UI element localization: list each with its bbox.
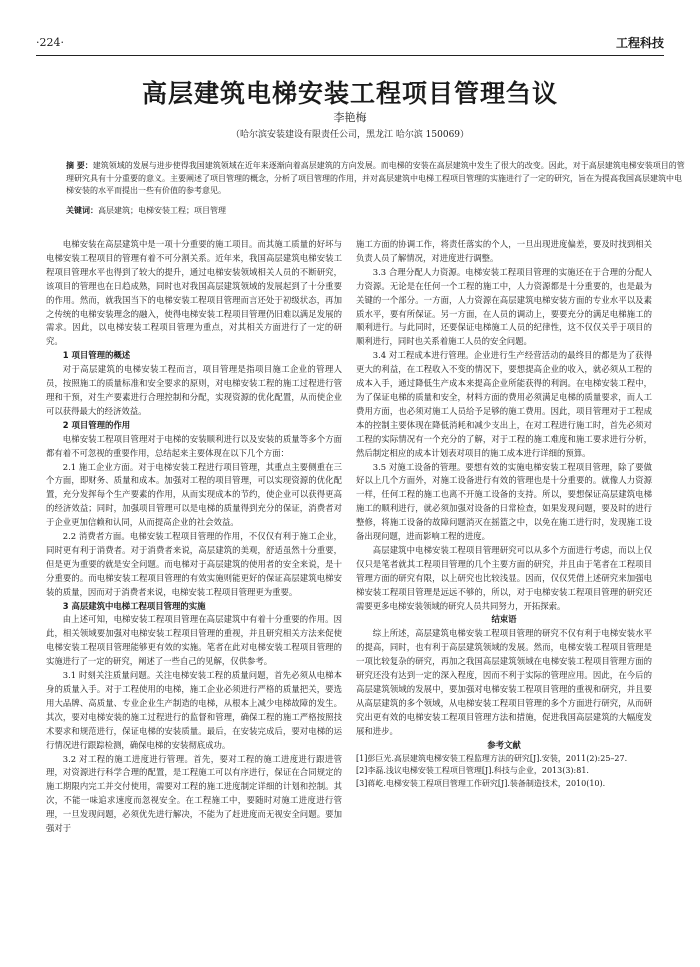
paragraph: 3.2 对工程的施工进度进行管理。首先，要对工程的施工进度进行跟进管理，对资源进行科学合理的配置，是工程施工可以有序进行，保证在合同规定的施工期限内完工并交付使用，需要对工程的施工进度制定详细的计划和控制。其次，不能一味追求速度而忽视安全。在工程施工中，要随时对施工进度进行管理，一旦发现问题，必须优先进行解决，不能为了赶进度而无视安全问题。要加强对于 (46, 753, 342, 834)
paragraph: 综上所述，高层建筑电梯安装工程项目管理的研究不仅有利于电梯安装水平的提高，同时，也有利于高层建筑领域的发展。然而，电梯安装工程项目管理是一项比较复杂的研究，再加之我国高层建筑领域在电梯安装工程项目管理方面的研究还没有达到一定的深入程度，因而不利于实际的管理应用。因此，在今后的高层建筑领域的发展中，要加强对电梯安装工程项目管理的重视和研究，并且要从高层建筑的多个领域，从电梯安装工程项目管理的多个方面进行研究，从而研究出更有效的电梯安装工程项目管理方法和措施，促进我国高层建筑的大幅度发展和进步。 (356, 628, 652, 736)
paragraph: 电梯安装在高层建筑中是一项十分重要的施工项目。而其施工质量的好坏与电梯安装工程项目的管理有着不可分割关系。近年来，我国高层建筑电梯安装工程项目管理水平也得到了较大的提升，通过电梯安装领域相关人员的不断研究，该项目的管理也在日趋成熟，同时也对我国高层建筑领域的发展起到了十分重要的作用。然而，就我国当下的电梯安装工程项目管理而言还处于初级状态，再加之传统的电梯安装理念的融入，使得电梯安装工程项目管理仍旧难以满足发展的需求。因此，以电梯安装工程项目管理为重点，对其相关方面进行了一定的研究。 (46, 239, 342, 347)
author-affiliation: （哈尔滨安装建设有限责任公司，黑龙江 哈尔滨 150069） (230, 130, 470, 140)
abstract (66, 160, 686, 198)
paragraph: 2.1 施工企业方面。对于电梯安装工程进行项目管理，其重点主要侧重在三个方面，即财务、质量和成本。加强对工程的项目管理，可以实现资源的优化配置，充分发挥每个生产要素的作用，从而实现成本的节约，使企业可以获得更高的经济效益；同时，加强项目管理可以是电梯的质量得到充分的保证，消费者对于企业更加信赖和认同，从而提高企业的社会效益。 (46, 461, 342, 528)
paragraph: 3.5 对施工设备的管理。要想有效的实施电梯安装工程项目管理，除了要做好以上几个方面外，对施工设备进行有效的管理也是十分重要的。就像人力资源一样，任何工程的施工也离不开施工设备的支持。所以，要想保证高层建筑电梯施工的顺利进行，就必须加强对设备的日常检查，如果发现问题，要及时的进行整修，将施工设备的故障问题消灭在摇篮之中，以免在施工进行时，发现施工设备出现问题，进而影响工程的进度。 (356, 461, 652, 542)
section-heading: 3 高层建筑中电梯工程项目管理的实施 (62, 600, 206, 611)
abstract-text: 建筑领域的发展与进步使得我国建筑领域在近年来逐渐向着高层建筑的方向发展。而电梯的安装在高层建筑中发生了很大的改变。因此，对于高层建筑电梯安装项目的管理研究具有十分重要的意义。主要阐述了项目管理的概念，分析了项目管理的作用，并对高层建筑中电梯工程项目管理的实施进行了一定的研究，旨在为提高我国高层建筑中电梯安装的水平而提出一些有价值的参考意见。 (66, 161, 685, 195)
paragraph: 2.2 消费者方面。电梯安装工程项目管理的作用，不仅仅有利于施工企业，同时更有利于消费者。对于消费者来说，高层建筑的美观，舒适虽然十分重要，但是更为重要的就是安全问题。而电梯对于高层建筑的使用者的安全来说，是十分重要的。而电梯安装工程项目管理的有效实施则能更好的保证高层建筑电梯安装的质量，因而对于消费者来说，电梯安装工程项目管理更为重要。 (46, 531, 342, 597)
abstract-label: 摘 要： (66, 161, 93, 170)
body-column-left (46, 238, 342, 950)
keywords-text: 高层建筑；电梯安装工程；项目管理 (98, 206, 226, 215)
section-heading: 2 项目管理的作用 (62, 419, 131, 430)
paragraph: 对于高层建筑的电梯安装工程而言，项目管理是指项目施工企业的管理人员，按照施工的质量标准和安全要求的原则，对电梯安装工程的施工过程进行管理和干预，对生产要素进行合理控制和分配，实现资源的优化配置，从而使企业可以获得最大的经济效益。 (46, 364, 342, 416)
section-heading: 参考文献 (487, 739, 521, 750)
paragraph: 高层建筑中电梯安装工程项目管理研究可以从多个方面进行考虑，而以上仅仅只是笔者就其工程项目管理的几个主要方面的研究，并且由于笔者在工程项目管理方面的研究有限，以上研究也比较浅显。因而，仅仅凭借上述研究来加强电梯安装工程项目管理是远远不够的，所以，对于电梯安装工程项目管理的研究还需要更多电梯安装领域的研究人员共同努力，开拓探索。 (356, 544, 652, 611)
paragraph: 由上述可知，电梯安装工程项目管理在高层建筑中有着十分重要的作用。因此，相关领域要加强对电梯安装工程项目管理的重视，并且研究相关方法来促使电梯安装工程项目管理能够更有效的实施。笔者在此对电梯安装工程项目管理的实施进行了一定的研究，阐述了一些自己的见解，仅供参考。 (46, 614, 342, 667)
reference-item: [3]蒋屹.电梯安装工程项目管理工作研究[J].装备制造技术，2010(10). (356, 778, 606, 788)
paragraph: 3.1 时刻关注质量问题。关注电梯安装工程的质量问题，首先必须从电梯本身的质量入手。对于工程使用的电梯，施工企业必须进行严格的质量把关，要选用大品牌、高质量、专业企业生产制造的电梯，从根本上减少电梯故障的发生。其次，要对电梯安装的施工过程进行的监督和管理，确保工程的施工严格按照技术要求和规范进行，保证电梯的安装质量。最后，在安装完成后，要对电梯的运行情况进行跟踪检测，确保电梯的安装彻底成功。 (46, 670, 342, 750)
author-name: 李艳梅 (333, 111, 367, 124)
article-title: 高层建筑电梯安装工程项目管理刍议 (141, 79, 558, 108)
journal-name: 工程科技 (615, 36, 664, 50)
section-heading: 1 项目管理的概述 (62, 350, 131, 361)
keywords (66, 205, 686, 217)
reference-item: [1]彭巨光.高层建筑电梯安装工程监理方法的研究[J].安装，2011(2):25–27. (356, 753, 628, 763)
section-heading: 结束语 (491, 614, 517, 625)
reference-item: [2]李磊.浅议电梯安装工程项目管理[J].科技与企业，2013(3):81. (356, 766, 589, 776)
body-column-right (356, 238, 652, 950)
keywords-label: 关键词： (66, 206, 98, 215)
paragraph: 3.4 对工程成本进行管理。企业进行生产经营活动的最终目的都是为了获得更大的利益，在工程收入不变的情况下，要想提高企业的收入，就必须从工程的成本入手，通过降低生产成本来提高企业所能获得的利润。在电梯安装工程中，为了保证电梯的质量和安全，材料方面的费用必须满足电梯的质量要求，而人工费用方面，也必须对施工人员给予足够的施工费用。因此，项目管理对于工程成本的控制主要体现在降低消耗和减少支出上，在对工程进行施工时，首先必须对工程的实际情况有一个充分的了解，对于工程的施工难度和施工要求进行分析，然后制定相应的成本计划表对项目的施工成本进行详细的预算。 (356, 350, 652, 458)
paragraph: 电梯安装工程项目管理对于电梯的安装顺利进行以及安装的质量等多个方面都有着不可忽视的重要作用，总结起来主要体现在以下几个方面： (46, 433, 342, 458)
paragraph: 施工方面的协调工作，将责任落实的个人，一旦出现进度偏差，要及时找到相关负责人员了解情况，对进度进行调整。 (356, 239, 652, 263)
page-number: ·224· (36, 36, 64, 49)
running-header (36, 34, 664, 56)
paragraph: 3.3 合理分配人力资源。电梯安装工程项目管理的实施还在于合理的分配人力资源。无论是在任何一个工程的施工中，人力资源都是十分重要的，也是最为关键的一个部分。一方面，人力资源在高层建筑电梯安装方面的专业水平以及素质水平，要有所保证。另一方面，在人员的调动上，要要充分的满足电梯施工的顺利进行。与此同时，还要保证电梯施工人员的纪律性，这不仅仅关乎于项目的顺利进行，同时也关系着施工人员的安全问题。 (356, 266, 652, 347)
